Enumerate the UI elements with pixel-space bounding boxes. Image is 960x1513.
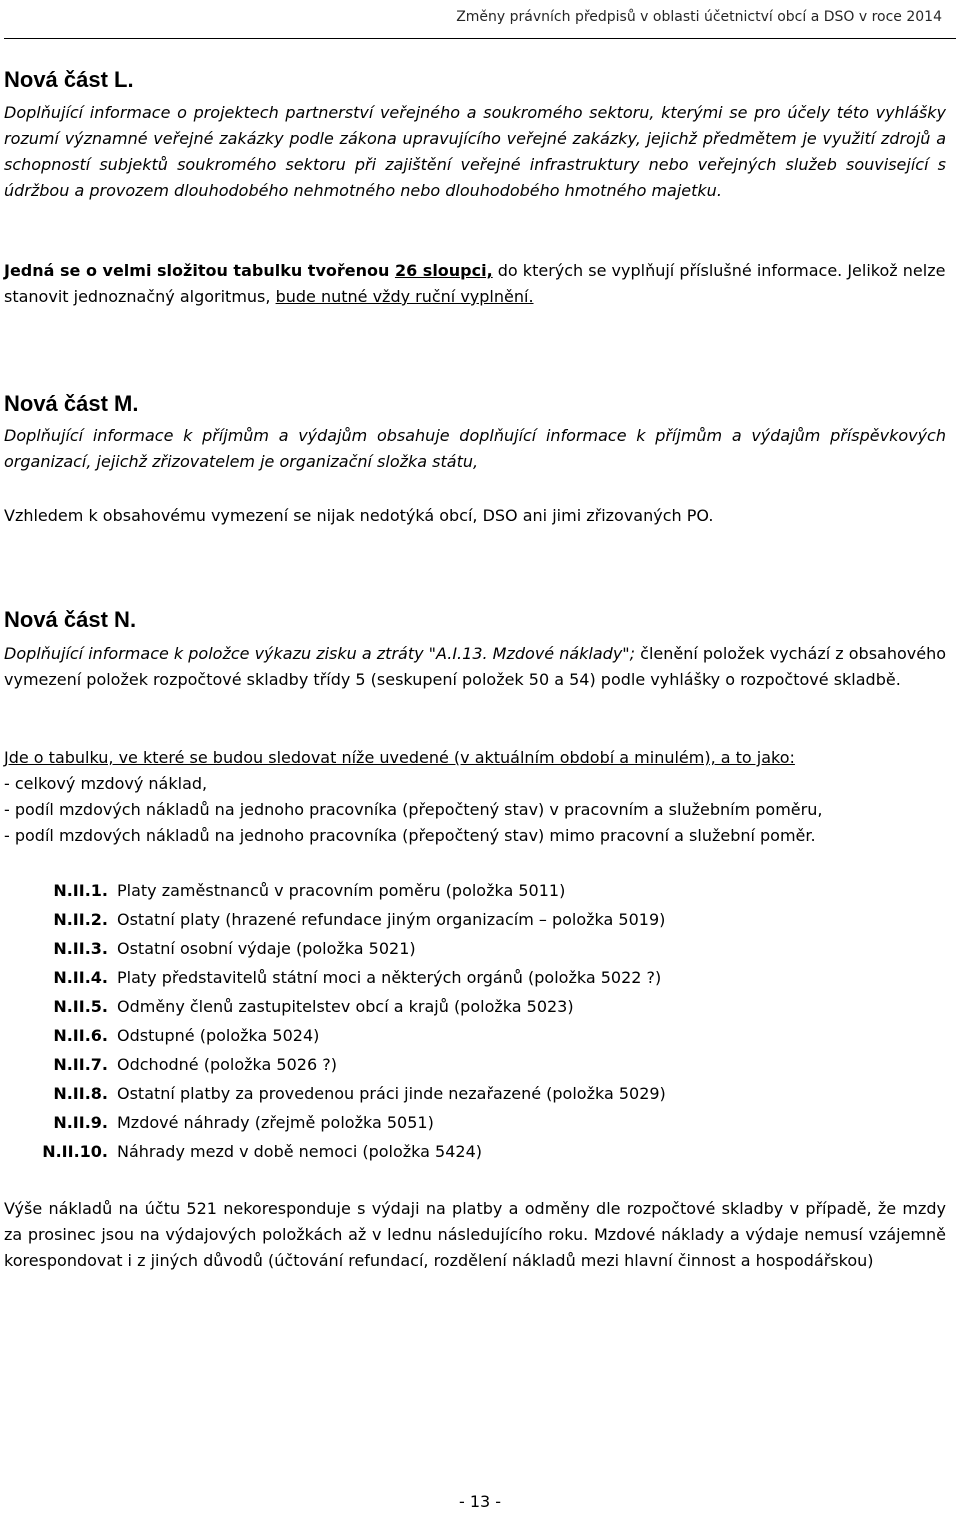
item-text: Odchodné (položka 5026 ?) (117, 1055, 337, 1074)
section-l-note-bold: Jedná se o velmi složitou tabulku tvořenou (4, 261, 395, 280)
item-number: N.II.10. (42, 1142, 108, 1161)
section-n-bullets (4, 771, 946, 849)
item-number: N.II.6. (53, 1026, 108, 1045)
section-l-note-middle: do kterých se vyplňují příslušné informace. Jelikož nelze stanovit jednoznačný algoritmus, (4, 261, 946, 306)
list-item (4, 1021, 946, 1050)
item-text: Odstupné (položka 5024) (117, 1026, 320, 1045)
section-heading-n: Nová část N. (4, 607, 137, 632)
list-item (4, 1137, 946, 1166)
page-number: - 13 - (458, 1492, 502, 1511)
item-number: N.II.9. (53, 1113, 108, 1132)
section-l-note-columns: 26 sloupci, (394, 261, 493, 280)
bullet-item: - podíl mzdových nákladů na jednoho pracovníka (přepočtený stav) v pracovním a služebním poměru, (4, 800, 823, 819)
list-item (4, 1108, 946, 1137)
list-item (4, 992, 946, 1021)
item-number: N.II.1. (53, 881, 108, 900)
item-text: Ostatní platby za provedenou práci jinde nezařazené (položka 5029) (117, 1084, 666, 1103)
list-item (4, 905, 946, 934)
list-item (4, 1050, 946, 1079)
section-n-item-list (4, 876, 946, 1166)
list-item (4, 1079, 946, 1108)
item-text: Ostatní osobní výdaje (položka 5021) (117, 939, 416, 958)
item-number: N.II.3. (53, 939, 108, 958)
section-m-note: Vzhledem k obsahovému vymezení se nijak nedotýká obcí, DSO ani jimi zřizovaných PO. (4, 506, 714, 525)
item-number: N.II.2. (53, 910, 108, 929)
list-item (4, 963, 946, 992)
list-item (4, 934, 946, 963)
section-heading-m: Nová část M. (4, 391, 139, 416)
item-text: Mzdové náhrady (zřejmě položka 5051) (117, 1113, 434, 1132)
section-m-intro: Doplňující informace k příjmům a výdajům obsahuje doplňující informace k příjmům a výdajům příspěvkových organizací, jejichž zřizovatelem je organizační složka státu, (4, 426, 946, 471)
item-number: N.II.8. (53, 1084, 108, 1103)
section-l-note (4, 258, 946, 310)
bullet-item: - celkový mzdový náklad, (4, 774, 208, 793)
section-n-intro (4, 641, 946, 693)
section-n-intro-rest: členění položek vychází z obsahového vymezení položek rozpočtové skladby třídy 5 (seskupení položek 50 a 54) podle vyhlášky o rozpočtové skladbě. (4, 644, 947, 689)
section-l-intro: Doplňující informace o projektech partnerství veřejného a soukromého sektoru, kterými se pro účely této vyhlášky rozumí významné veřejné zakázky podle zákona upravujícího veřejné zakázky, jejichž předmětem je využití zdrojů a schopností subjektů soukromého sektoru při zajištění veřejné infrastruktury nebo veřejných služeb související s údržbou a provozem dlouhodobého nehmotného nebo dlouhodobého hmotného majetku. (4, 103, 946, 200)
section-n-intro-italic: Doplňující informace k položce výkazu zisku a ztráty "A.I.13. Mzdové náklady"; (4, 644, 636, 663)
item-number: N.II.5. (53, 997, 108, 1016)
bullet-item: - podíl mzdových nákladů na jednoho pracovníka (přepočtený stav) mimo pracovní a služební poměr. (4, 826, 816, 845)
section-n-table-note-text: Jde o tabulku, ve které se budou sledovat níže uvedené (v aktuálním období a minulém), a to jako: (4, 748, 795, 767)
item-text: Platy zaměstnanců v pracovním poměru (položka 5011) (117, 881, 566, 900)
section-n-closing: Výše nákladů na účtu 521 nekoresponduje s výdaji na platby a odměny dle rozpočtové skladby v případě, že mzdy za prosinec jsou na výdajových položkách až v lednu následujícího roku. Mzdové náklady a výdaje nemusí vzájemně korespondovat i z jiných důvodů (účtování refundací, rozdělení nákladů mezi hlavní činnost a hospodářskou) (4, 1199, 946, 1270)
section-l-note-manual: bude nutné vždy ruční vyplnění. (275, 287, 534, 306)
item-text: Platy představitelů státní moci a některých orgánů (položka 5022 ?) (117, 968, 662, 987)
item-text: Náhrady mezd v době nemoci (položka 5424) (117, 1142, 483, 1161)
section-heading-l: Nová část L. (4, 67, 134, 92)
item-text: Odměny členů zastupitelstev obcí a krajů (položka 5023) (117, 997, 574, 1016)
item-number: N.II.7. (53, 1055, 108, 1074)
section-n-table-note (4, 745, 946, 771)
item-number: N.II.4. (53, 968, 108, 987)
header-divider (4, 38, 956, 39)
running-header: Změny právních předpisů v oblasti účetnictví obcí a DSO v roce 2014 (456, 9, 942, 25)
item-text: Ostatní platy (hrazené refundace jiným organizacím – položka 5019) (117, 910, 666, 929)
list-item (4, 876, 946, 905)
